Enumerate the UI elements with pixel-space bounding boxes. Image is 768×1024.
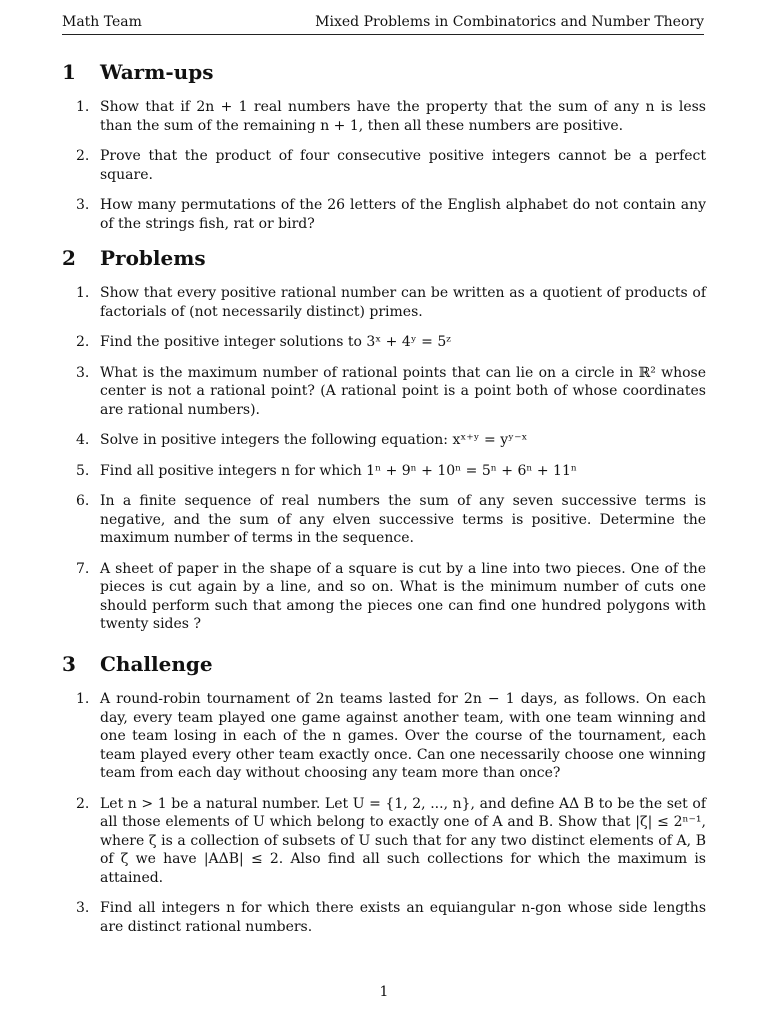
problem-item: 1. Show that if 2n + 1 real numbers have the property that the sum of any n is less than the sum of the remaining n + 1, then all these numbers are positive. [76, 99, 706, 134]
section-title: Problems [100, 246, 206, 270]
problem-list [62, 284, 706, 634]
page-number: 1 [379, 984, 389, 1000]
problem-item: 6. In a finite sequence of real numbers the sum of any seven successive terms is negative, and the sum of any elven successive terms is positive. Determine the maximum number of terms in the sequence. [76, 493, 706, 546]
problem-item: 4. Solve in positive integers the following equation: xˣ⁺ʸ = yʸ⁻ˣ [76, 432, 528, 448]
header-left: Math Team [62, 14, 142, 30]
section-challenge [62, 652, 706, 948]
section-problems [62, 246, 706, 646]
section-heading [62, 652, 706, 676]
section-number: 1 [62, 60, 76, 84]
problem-item: 2. Find the positive integer solutions to 3ˣ + 4ʸ = 5ᶻ [76, 334, 451, 350]
header-right: Mixed Problems in Combinatorics and Number Theory [315, 14, 704, 30]
section-title: Warm-ups [100, 60, 214, 84]
problem-item: 3. How many permutations of the 26 letters of the English alphabet do not contain any of the strings fish, rat or bird? [76, 197, 706, 232]
problem-item: 3. What is the maximum number of rational points that can lie on a circle in ℝ² whose center is not a rational point? (A rational point is a point both of whose coordinates are rational numbers). [76, 364, 706, 418]
section-number: 2 [62, 246, 76, 270]
problem-item: 3. Find all integers n for which there exists an equiangular n-gon whose side lengths are distinct rational numbers. [76, 900, 706, 935]
problem-item: 1. Show that every positive rational number can be written as a quotient of products of factorials of (not necessarily distinct) primes. [76, 285, 706, 320]
problem-item: 7. A sheet of paper in the shape of a square is cut by a line into two pieces. One of the pieces is cut again by a line, and so on. What is the minimum number of cuts one should perform such that among the pieces one can find one hundred polygons with twenty sides ? [76, 560, 706, 632]
running-header [62, 14, 704, 35]
problem-list [62, 690, 706, 936]
section-warm-ups [62, 60, 706, 245]
section-title: Challenge [100, 652, 213, 676]
problem-item: 1. A round-robin tournament of 2n teams lasted for 2n − 1 days, as follows. On each day, every team played one game against another team, with one team winning and one team losing in each of the n games. Over the course of the tournament, each team played every other team exactly once. Can one necessarily choose one winning team from each day without choosing any team more than once? [76, 691, 706, 781]
problem-item: 2. Prove that the product of four consecutive positive integers cannot be a perfect square. [76, 148, 706, 183]
problem-list [62, 98, 706, 233]
section-number: 3 [62, 652, 76, 676]
problem-item: 2. Let n > 1 be a natural number. Let U = {1, 2, ..., n}, and define AΔ B to be the set of all those elements of U which belong to exactly one of A and B. Show that |ζ| ≤ 2ⁿ⁻¹, where ζ is a collection of subsets of U such that for any two distinct elements of A, B of ζ we have |AΔB| ≤ 2. Also find all such collections for which the maximum is attained. [76, 795, 706, 886]
problem-item: 5. Find all positive integers n for which 1ⁿ + 9ⁿ + 10ⁿ = 5ⁿ + 6ⁿ + 11ⁿ [76, 462, 577, 479]
section-heading [62, 60, 706, 84]
section-heading [62, 246, 706, 270]
